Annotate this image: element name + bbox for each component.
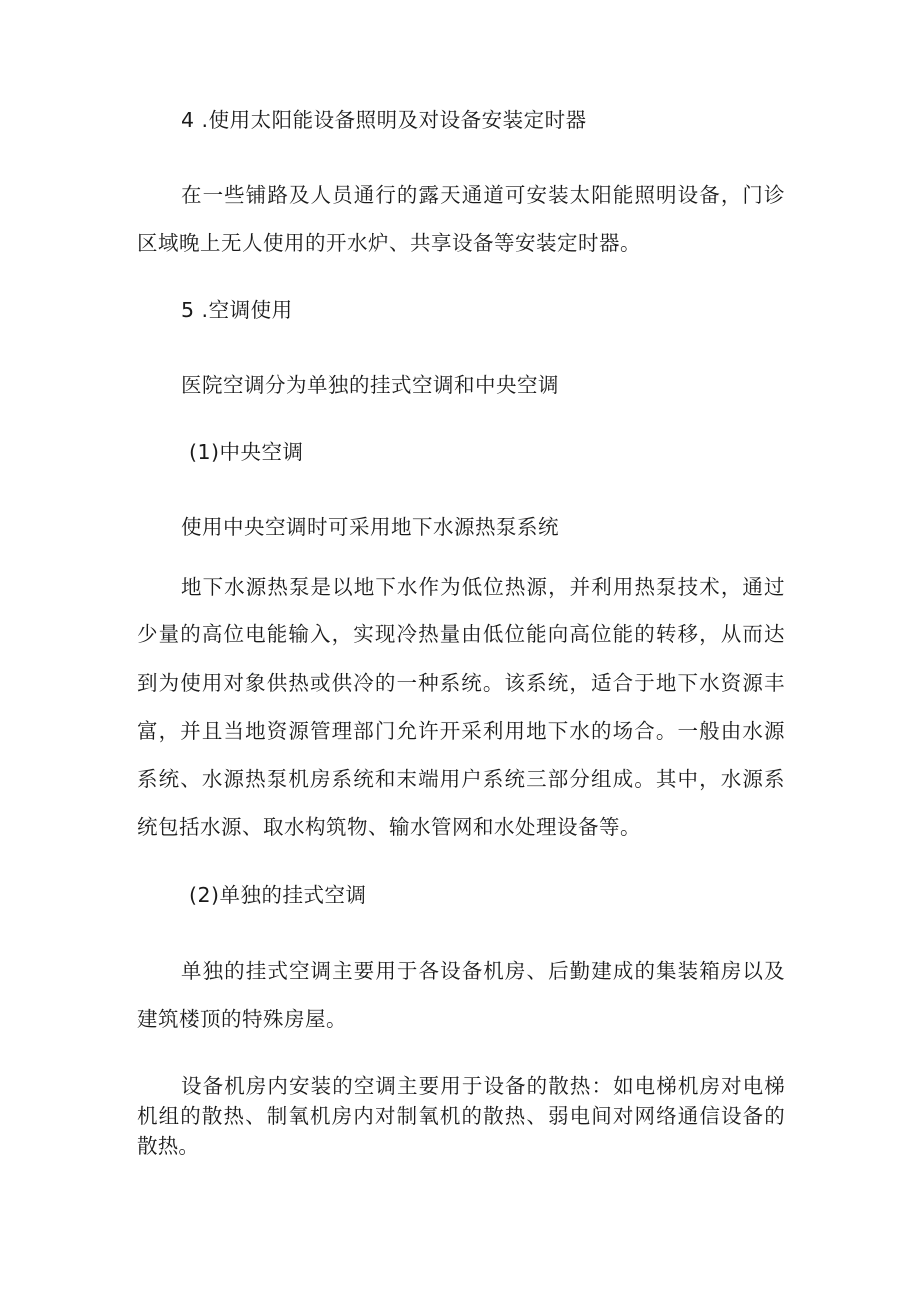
subsection-1-heading: (1)中央空调 bbox=[189, 440, 304, 464]
section-5-heading: 5 .空调使用 bbox=[181, 298, 293, 322]
subsection-2-paragraph-2-line-1: 设备机房内安装的空调主要用于设备的散热：如电梯机房对电梯 bbox=[181, 1074, 785, 1098]
subsection-1-intro: 使用中央空调时可采用地下水源热泵系统 bbox=[181, 515, 559, 539]
section-4-paragraph-line-2: 区域晚上无人使用的开水炉、共享设备等安装定时器。 bbox=[137, 231, 641, 255]
subsection-2-paragraph-line-2: 建筑楼顶的特殊房屋。 bbox=[137, 1007, 347, 1031]
subsection-1-paragraph-line-6: 统包括水源、取水构筑物、输水管网和水处理设备等。 bbox=[137, 815, 641, 839]
subsection-1-paragraph-line-4: 富，并且当地资源管理部门允许开采利用地下水的场合。一般由水源 bbox=[137, 719, 785, 743]
subsection-1-paragraph-line-3: 到为使用对象供热或供冷的一种系统。该系统，适合于地下水资源丰 bbox=[137, 671, 785, 695]
subsection-1-paragraph-line-1: 地下水源热泵是以地下水作为低位热源，并利用热泵技术，通过 bbox=[181, 575, 785, 599]
section-5-intro: 医院空调分为单独的挂式空调和中央空调 bbox=[181, 373, 559, 397]
subsection-1-paragraph-line-5: 系统、水源热泵机房系统和末端用户系统三部分组成。其中，水源系 bbox=[137, 767, 785, 791]
section-4-heading: 4 .使用太阳能设备照明及对设备安装定时器 bbox=[181, 108, 587, 132]
subsection-2-heading: (2)单独的挂式空调 bbox=[189, 883, 367, 907]
section-4-paragraph-line-1: 在一些铺路及人员通行的露天通道可安装太阳能照明设备，门诊 bbox=[181, 183, 785, 207]
subsection-2-paragraph-2-line-3: 散热。 bbox=[137, 1134, 200, 1158]
subsection-2-paragraph-line-1: 单独的挂式空调主要用于各设备机房、后勤建成的集装箱房以及 bbox=[181, 959, 785, 983]
subsection-2-paragraph-2-line-2: 机组的散热、制氧机房内对制氧机的散热、弱电间对网络通信设备的 bbox=[137, 1104, 785, 1128]
subsection-1-paragraph-line-2: 少量的高位电能输入，实现冷热量由低位能向高位能的转移，从而达 bbox=[137, 622, 785, 646]
